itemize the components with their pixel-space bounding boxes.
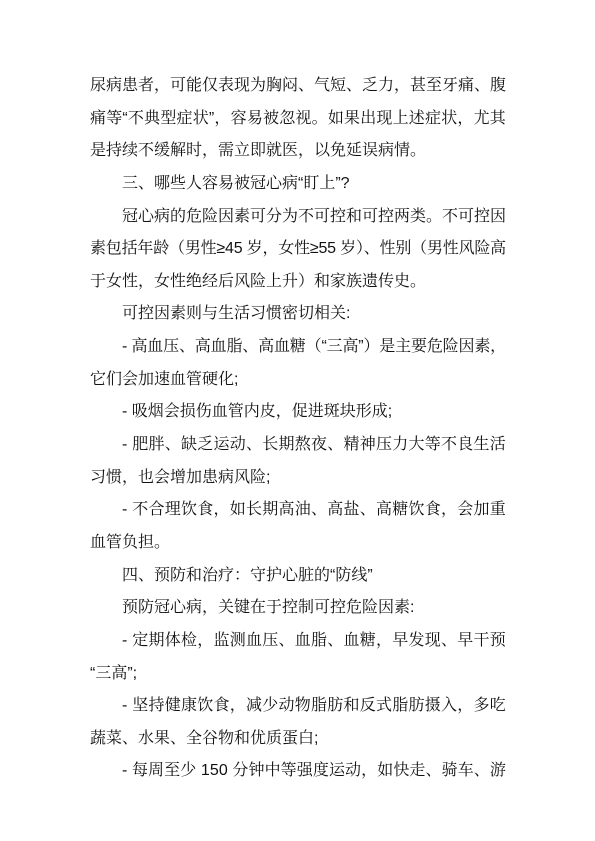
line-text: - 每周至少 150 分钟中等强度运动，如快走、骑车、游 (122, 762, 506, 780)
list-item-line (90, 690, 506, 723)
line-text: 蔬菜、水果、全谷物和优质蛋白; (90, 729, 319, 747)
line-text: “三高”; (90, 664, 138, 682)
line-text: 痛等“不典型症状”，容易被忽视。如果出现上述症状，尤其 (90, 109, 506, 127)
line-text: - 肥胖、缺乏运动、长期熬夜、精神压力大等不良生活 (122, 436, 506, 454)
line-text: 尿病患者，可能仅表现为胸闷、气短、乏力，甚至牙痛、腹 (90, 77, 506, 94)
list-item-line (90, 494, 506, 527)
list-item-line (90, 396, 506, 429)
risk-factors-paragraph (90, 201, 506, 299)
line-text: 习惯，也会增加患病风险; (90, 468, 271, 486)
line-text: 于女性，女性绝经后风险上升）和家族遗传史。 (90, 272, 427, 290)
section-heading (90, 168, 506, 201)
document-body (90, 70, 506, 788)
list-item-line (90, 658, 506, 691)
section-heading-text: 四、预防和治疗：守护心脏的“防线” (122, 566, 373, 584)
controllable-factors-intro (90, 298, 506, 331)
list-item (90, 494, 506, 559)
line-text: 是持续不缓解时，需立即就医，以免延误病情。 (90, 142, 427, 160)
list-item-line (90, 625, 506, 658)
prevention-intro (90, 592, 506, 625)
paragraph-line (90, 233, 506, 266)
list-item-line (90, 331, 506, 364)
list-item-line (90, 364, 506, 397)
list-item-line (90, 527, 506, 560)
paragraph-line (90, 70, 506, 103)
line-text: - 吸烟会损伤血管内皮，促进斑块形成; (122, 403, 393, 421)
paragraph-line (90, 266, 506, 299)
line-text: 冠心病的危险因素可分为不可控和可控两类。不可控因 (122, 207, 506, 225)
line-text: 预防冠心病，关键在于控制可控危险因素: (122, 599, 415, 617)
line-text: - 高血压、高血脂、高血糖（“三高”）是主要危险因素， (122, 338, 506, 356)
line-text: 可控因素则与生活习惯密切相关: (122, 305, 351, 323)
list-item (90, 331, 506, 396)
list-item (90, 755, 506, 788)
list-item-line (90, 462, 506, 495)
list-item-line (90, 755, 506, 788)
line-text: - 不合理饮食，如长期高油、高盐、高糖饮食，会加重 (122, 501, 506, 519)
continued-paragraph (90, 70, 506, 168)
line-text: - 坚持健康饮食，减少动物脂肪和反式脂肪摄入，多吃 (122, 697, 506, 715)
list-item-line (90, 723, 506, 756)
paragraph-line (90, 103, 506, 136)
line-text: 素包括年龄（男性≥45 岁，女性≥55 岁）、性别（男性风险高 (90, 240, 506, 258)
line-text: - 定期体检，监测血压、血脂、血糖，早发现、早干预 (122, 631, 506, 649)
line-text: 它们会加速血管硬化; (90, 370, 239, 388)
section-heading-text: 三、哪些人容易被冠心病“盯上”? (122, 174, 350, 192)
section-heading (90, 560, 506, 593)
list-item (90, 429, 506, 494)
paragraph-line (90, 135, 506, 168)
list-item (90, 396, 506, 429)
list-item-line (90, 429, 506, 462)
line-text: 血管负担。 (90, 533, 171, 551)
list-item (90, 625, 506, 690)
paragraph-line (90, 201, 506, 234)
list-item (90, 690, 506, 755)
